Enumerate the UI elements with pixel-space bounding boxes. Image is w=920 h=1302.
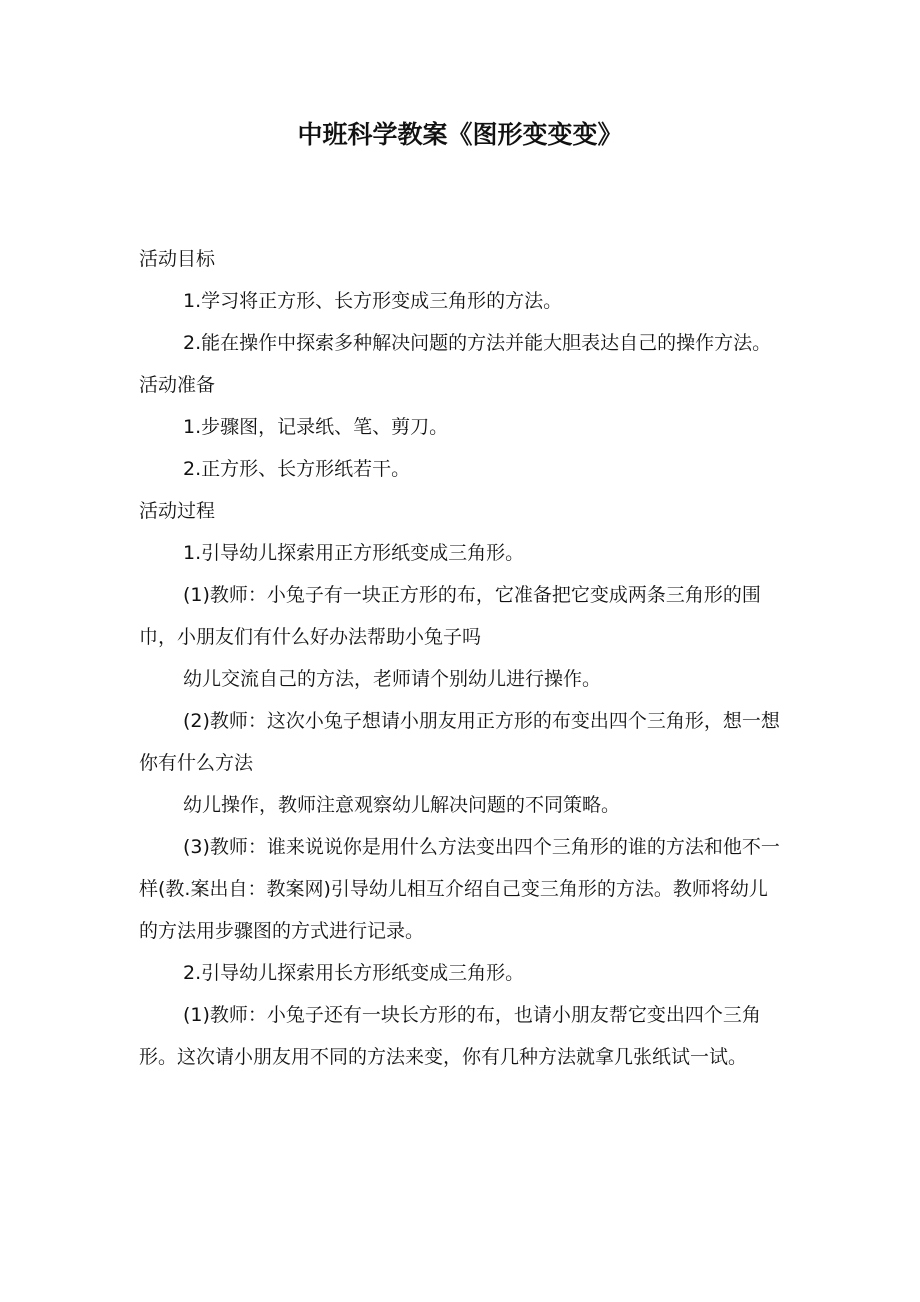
paragraph: 1.学习将正方形、长方形变成三角形的方法。 — [183, 290, 563, 312]
paragraph: 2.能在操作中探索多种解决问题的方法并能大胆表达自己的操作方法。 — [183, 332, 772, 354]
section-heading-preparation: 活动准备 — [139, 374, 216, 396]
paragraph: 幼儿操作，教师注意观察幼儿解决问题的不同策略。 — [183, 794, 621, 816]
paragraph: (1)教师：小兔子有一块正方形的布，它准备把它变成两条三角形的围巾，小朋友们有什么好办法帮助小兔子吗 — [139, 584, 761, 648]
section-heading-goals: 活动目标 — [139, 248, 216, 270]
section-heading-process: 活动过程 — [139, 500, 216, 522]
paragraph: 2.引导幼儿探索用长方形纸变成三角形。 — [183, 962, 525, 984]
paragraph: 幼儿交流自己的方法，老师请个别幼儿进行操作。 — [183, 668, 602, 690]
paragraph: 1.引导幼儿探索用正方形纸变成三角形。 — [183, 542, 525, 564]
paragraph: (3)教师：谁来说说你是用什么方法变出四个三角形的谁的方法和他不一样(教.案出自：教案网)引导幼儿相互介绍自己变三角形的方法。教师将幼儿的方法用步骤图的方式进行记录。 — [139, 836, 780, 942]
paragraph: (2)教师：这次小兔子想请小朋友用正方形的布变出四个三角形，想一想你有什么方法 — [139, 710, 780, 774]
document-body — [139, 238, 784, 1078]
paragraph: 1.步骤图，记录纸、笔、剪刀。 — [183, 416, 449, 438]
document-title: 中班科学教案《图形变变变》 — [297, 120, 623, 149]
paragraph: (1)教师：小兔子还有一块长方形的布，也请小朋友帮它变出四个三角形。这次请小朋友用不同的方法来变，你有几种方法就拿几张纸试一试。 — [139, 1004, 761, 1068]
paragraph: 2.正方形、长方形纸若干。 — [183, 458, 411, 480]
